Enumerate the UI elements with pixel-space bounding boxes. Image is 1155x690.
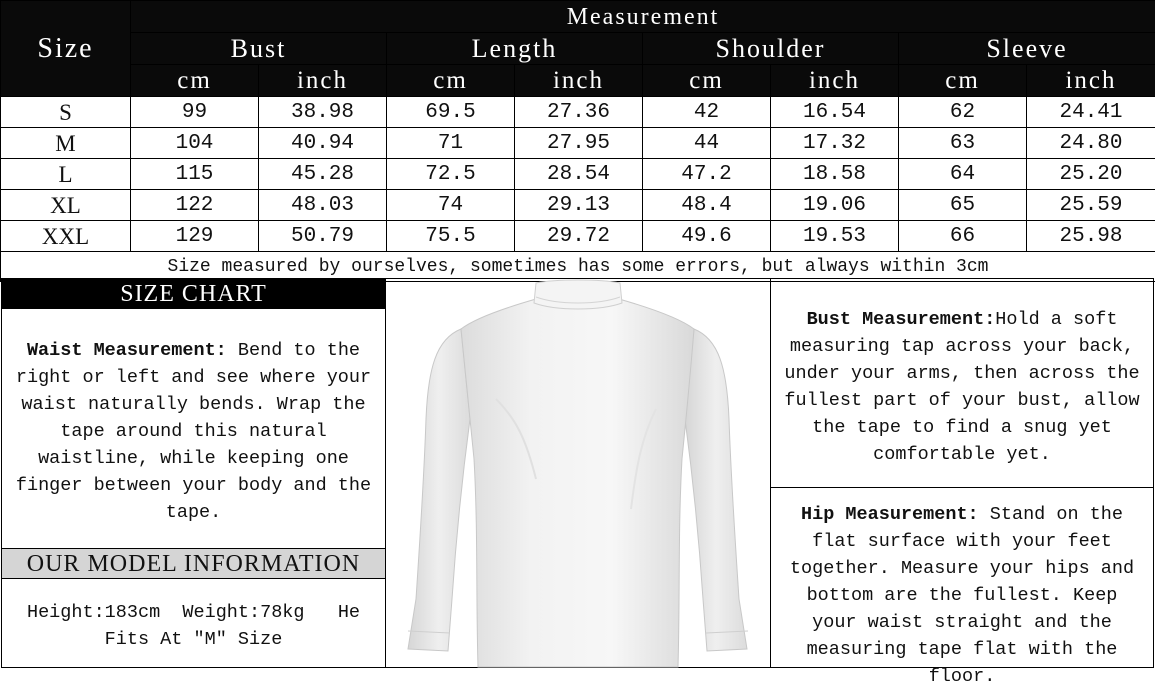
unit-header: inch bbox=[1027, 65, 1155, 97]
table-cell: 49.6 bbox=[643, 221, 771, 252]
table-cell: 19.53 bbox=[771, 221, 899, 252]
bust-measurement-label: Bust Measurement: bbox=[807, 309, 996, 330]
table-cell: 129 bbox=[131, 221, 259, 252]
table-row bbox=[1, 97, 1155, 128]
length-header: Length bbox=[387, 33, 643, 65]
sleeve-header: Sleeve bbox=[899, 33, 1155, 65]
model-info-title: OUR MODEL INFORMATION bbox=[2, 548, 385, 579]
table-cell: 122 bbox=[131, 190, 259, 221]
bust-measurement-text: Bust Measurement:Hold a soft measuring tap across your back, under your arms, then across the fullest part of your bust, allow the tape to find a snug yet comfortable yet. bbox=[771, 306, 1153, 468]
table-row bbox=[1, 159, 1155, 190]
hip-measurement-label: Hip Measurement: bbox=[801, 504, 979, 525]
table-cell: 71 bbox=[387, 128, 515, 159]
size-label: M bbox=[1, 128, 131, 159]
unit-header: cm bbox=[131, 65, 259, 97]
table-cell: 104 bbox=[131, 128, 259, 159]
turtleneck-shirt-image bbox=[386, 279, 770, 669]
unit-header: inch bbox=[771, 65, 899, 97]
table-cell: 63 bbox=[899, 128, 1027, 159]
size-label: L bbox=[1, 159, 131, 190]
table-cell: 24.41 bbox=[1027, 97, 1155, 128]
table-cell: 72.5 bbox=[387, 159, 515, 190]
table-cell: 45.28 bbox=[259, 159, 387, 190]
model-info-text: Height:183cm Weight:78kg He Fits At "M" Size bbox=[2, 599, 385, 653]
unit-header: inch bbox=[259, 65, 387, 97]
table-cell: 29.13 bbox=[515, 190, 643, 221]
table-cell: 24.80 bbox=[1027, 128, 1155, 159]
table-cell: 75.5 bbox=[387, 221, 515, 252]
size-chart-title: SIZE CHART bbox=[2, 279, 385, 309]
size-column-header: Size bbox=[1, 1, 131, 97]
table-cell: 47.2 bbox=[643, 159, 771, 190]
table-cell: 29.72 bbox=[515, 221, 643, 252]
table-cell: 44 bbox=[643, 128, 771, 159]
table-row bbox=[1, 128, 1155, 159]
left-panel bbox=[1, 278, 386, 668]
hip-measurement-text: Hip Measurement: Stand on the flat surface with your feet together. Measure your hips and bottom are the fullest. Keep your waist straight and the measuring tape flat with the floor. bbox=[771, 501, 1153, 690]
table-cell: 48.4 bbox=[643, 190, 771, 221]
table-cell: 27.95 bbox=[515, 128, 643, 159]
product-image bbox=[386, 278, 770, 668]
measurement-header: Measurement bbox=[131, 1, 1155, 33]
table-cell: 25.59 bbox=[1027, 190, 1155, 221]
table-row bbox=[1, 221, 1155, 252]
table-cell: 19.06 bbox=[771, 190, 899, 221]
table-cell: 18.58 bbox=[771, 159, 899, 190]
size-label: S bbox=[1, 97, 131, 128]
unit-header: inch bbox=[515, 65, 643, 97]
table-cell: 48.03 bbox=[259, 190, 387, 221]
waist-measurement-text: Waist Measurement: Bend to the right or left and see where your waist naturally bends. Wrap the tape around this natural waistline, while keeping one finger between your body and the tape. bbox=[2, 337, 385, 526]
table-cell: 27.36 bbox=[515, 97, 643, 128]
table-cell: 50.79 bbox=[259, 221, 387, 252]
table-cell: 64 bbox=[899, 159, 1027, 190]
table-row bbox=[1, 190, 1155, 221]
table-cell: 40.94 bbox=[259, 128, 387, 159]
size-label: XXL bbox=[1, 221, 131, 252]
table-cell: 42 bbox=[643, 97, 771, 128]
table-cell: 69.5 bbox=[387, 97, 515, 128]
table-cell: 62 bbox=[899, 97, 1027, 128]
table-cell: 25.20 bbox=[1027, 159, 1155, 190]
table-cell: 115 bbox=[131, 159, 259, 190]
table-cell: 74 bbox=[387, 190, 515, 221]
size-table bbox=[0, 0, 1155, 282]
table-cell: 38.98 bbox=[259, 97, 387, 128]
waist-measurement-label: Waist Measurement: bbox=[27, 340, 227, 361]
unit-header: cm bbox=[387, 65, 515, 97]
table-cell: 65 bbox=[899, 190, 1027, 221]
bust-header: Bust bbox=[131, 33, 387, 65]
table-cell: 28.54 bbox=[515, 159, 643, 190]
table-cell: 16.54 bbox=[771, 97, 899, 128]
shoulder-header: Shoulder bbox=[643, 33, 899, 65]
unit-header: cm bbox=[643, 65, 771, 97]
table-cell: 25.98 bbox=[1027, 221, 1155, 252]
table-cell: 99 bbox=[131, 97, 259, 128]
divider bbox=[771, 487, 1153, 488]
measurement-note: Size measured by ourselves, sometimes has some errors, but always within 3cm bbox=[1, 252, 1155, 282]
table-cell: 66 bbox=[899, 221, 1027, 252]
right-panel bbox=[770, 278, 1154, 668]
unit-header: cm bbox=[899, 65, 1027, 97]
size-label: XL bbox=[1, 190, 131, 221]
table-cell: 17.32 bbox=[771, 128, 899, 159]
